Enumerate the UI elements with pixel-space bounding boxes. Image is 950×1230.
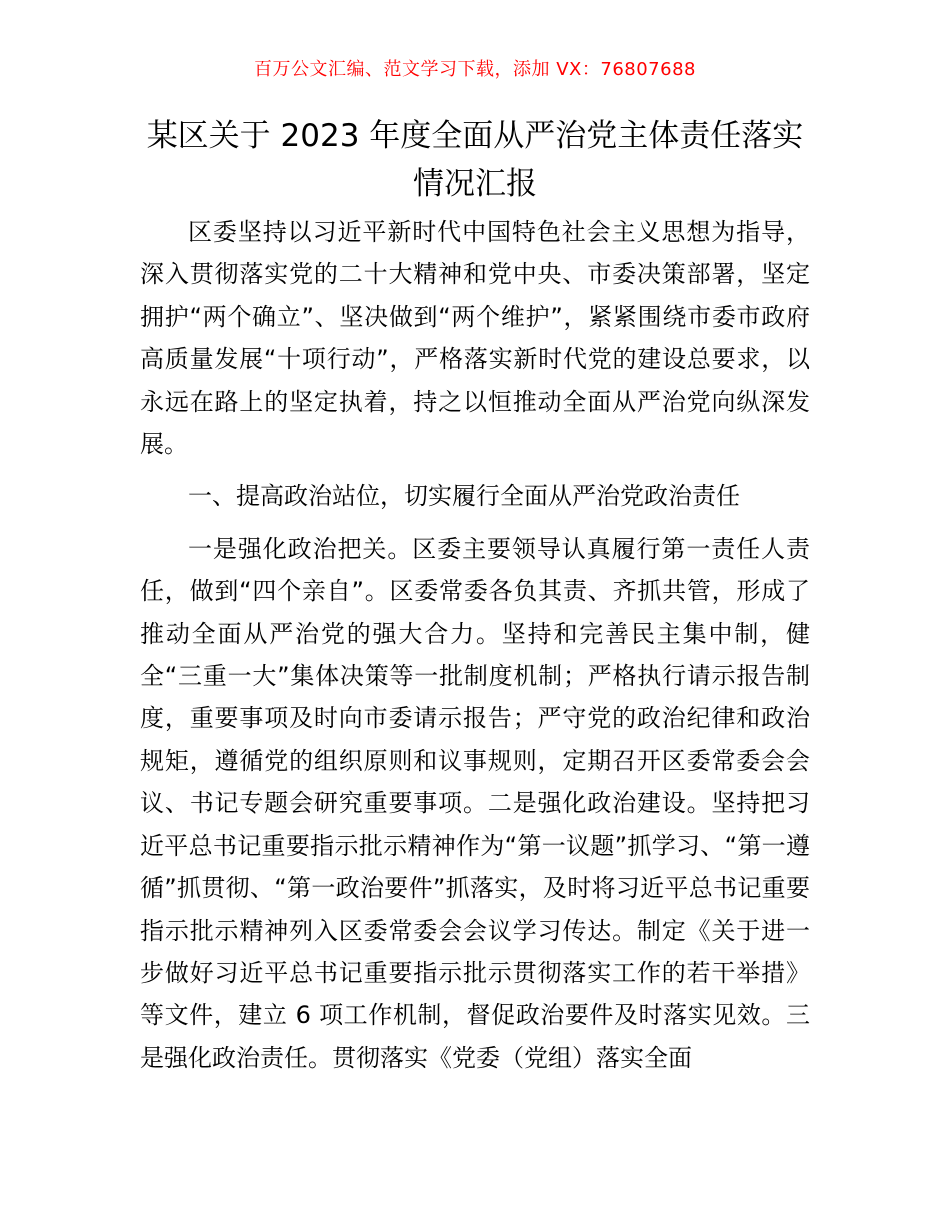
title-line-1: 某区关于 2023 年度全面从严治党主体责任落实	[146, 118, 804, 154]
section-1-paragraph: 一是强化政治把关。区委主要领导认真履行第一责任人责任，做到“四个亲自”。区委常委各负其责、齐抓共管，形成了推动全面从严治党的强大合力。坚持和完善民主集中制，健全“三重一大”集体决策等一批制度机制；严格执行请示报告制度，重要事项及时向市委请示报告；严守党的政治纪律和政治规矩，遵循党的组织原则和议事规则，定期召开区委常委会会议、书记专题会研究重要事项。二是强化政治建设。坚持把习近平总书记重要指示批示精神作为“第一议题”抓学习、“第一遵循”抓贯彻、“第一政治要件”抓落实，及时将习近平总书记重要指示批示精神列入区委常委会会议学习传达。制定《关于进一步做好习近平总书记重要指示批示贯彻落实工作的若干举措》等文件，建立 6 项工作机制，督促政治要件及时落实见效。三是强化政治责任。贯彻落实《党委（党组）落实全面	[140, 534, 810, 1072]
section-1-heading: 一、提高政治站位，切实履行全面从严治党政治责任	[188, 482, 740, 511]
title-line-2: 情况汇报	[413, 166, 537, 202]
promo-header-note: 百万公文汇编、范文学习下载，添加 VX：76807688	[254, 59, 696, 80]
document-body	[140, 211, 810, 1079]
intro-paragraph: 区委坚持以习近平新时代中国特色社会主义思想为指导，深入贯彻落实党的二十大精神和党中央、市委决策部署，坚定拥护“两个确立”、坚决做到“两个维护”，紧紧围绕市委市政府高质量发展“十项行动”，严格落实新时代党的建设总要求，以永远在路上的坚定执着，持之以恒推动全面从严治党向纵深发展。	[140, 218, 810, 459]
document-title	[140, 112, 810, 208]
